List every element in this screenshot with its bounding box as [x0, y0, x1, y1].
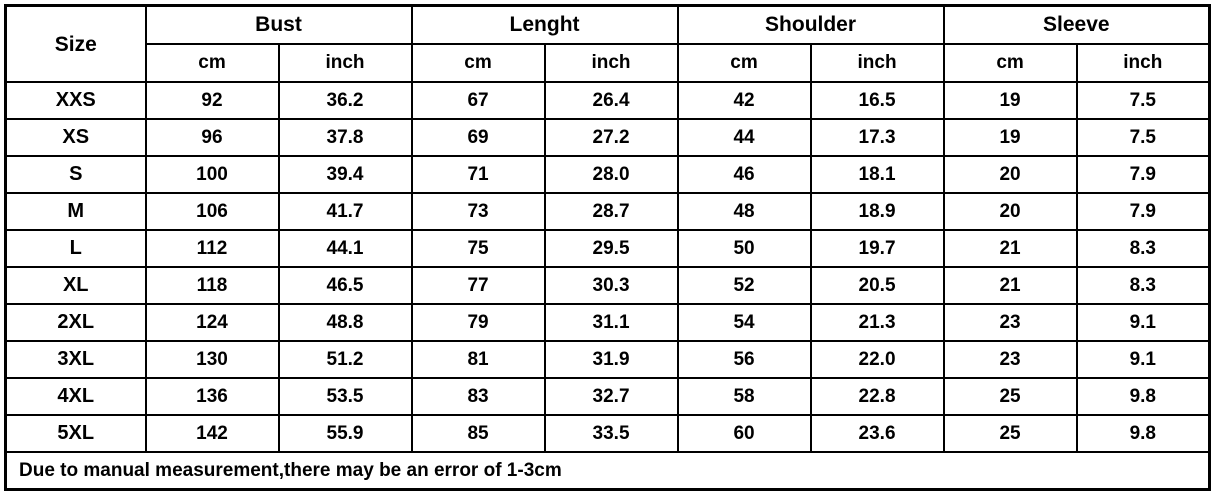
cell-shoulder-inch: 21.3: [811, 304, 944, 341]
cell-sleeve-inch: 9.8: [1077, 378, 1210, 415]
header-row-groups: [6, 6, 1210, 45]
cell-shoulder-inch: 23.6: [811, 415, 944, 452]
cell-shoulder-cm: 52: [678, 267, 811, 304]
unit-header-lenght-inch: inch: [545, 44, 678, 82]
cell-shoulder-cm: 42: [678, 82, 811, 119]
cell-lenght-cm: 77: [412, 267, 545, 304]
table-row: [6, 378, 1210, 415]
unit-header-shoulder-inch: inch: [811, 44, 944, 82]
cell-shoulder-inch: 19.7: [811, 230, 944, 267]
size-label: 5XL: [6, 415, 146, 452]
unit-header-sleeve-inch: inch: [1077, 44, 1210, 82]
cell-lenght-cm: 67: [412, 82, 545, 119]
cell-lenght-cm: 85: [412, 415, 545, 452]
unit-header-sleeve-cm: cm: [944, 44, 1077, 82]
table-row: [6, 82, 1210, 119]
cell-lenght-cm: 83: [412, 378, 545, 415]
measurement-note: Due to manual measurement,there may be an error of 1-3cm: [6, 452, 1210, 490]
cell-shoulder-cm: 50: [678, 230, 811, 267]
cell-shoulder-cm: 58: [678, 378, 811, 415]
cell-lenght-inch: 27.2: [545, 119, 678, 156]
cell-bust-inch: 51.2: [279, 341, 412, 378]
cell-lenght-cm: 75: [412, 230, 545, 267]
cell-shoulder-inch: 22.0: [811, 341, 944, 378]
cell-shoulder-cm: 46: [678, 156, 811, 193]
cell-sleeve-cm: 25: [944, 378, 1077, 415]
cell-bust-cm: 96: [146, 119, 279, 156]
cell-shoulder-inch: 18.1: [811, 156, 944, 193]
cell-sleeve-inch: 7.5: [1077, 82, 1210, 119]
cell-lenght-inch: 30.3: [545, 267, 678, 304]
cell-lenght-cm: 81: [412, 341, 545, 378]
unit-header-lenght-cm: cm: [412, 44, 545, 82]
size-label: L: [6, 230, 146, 267]
cell-bust-inch: 36.2: [279, 82, 412, 119]
cell-lenght-inch: 29.5: [545, 230, 678, 267]
size-chart-table: [4, 4, 1211, 491]
cell-bust-inch: 39.4: [279, 156, 412, 193]
cell-sleeve-inch: 7.9: [1077, 193, 1210, 230]
cell-shoulder-cm: 60: [678, 415, 811, 452]
size-label: 4XL: [6, 378, 146, 415]
cell-sleeve-inch: 9.1: [1077, 341, 1210, 378]
column-group-sleeve: Sleeve: [944, 6, 1210, 45]
cell-bust-cm: 112: [146, 230, 279, 267]
table-row: [6, 415, 1210, 452]
cell-sleeve-cm: 23: [944, 304, 1077, 341]
cell-sleeve-cm: 20: [944, 156, 1077, 193]
table-row: [6, 304, 1210, 341]
cell-lenght-inch: 33.5: [545, 415, 678, 452]
cell-lenght-inch: 28.0: [545, 156, 678, 193]
cell-sleeve-inch: 7.5: [1077, 119, 1210, 156]
cell-sleeve-inch: 9.1: [1077, 304, 1210, 341]
cell-sleeve-inch: 7.9: [1077, 156, 1210, 193]
cell-bust-inch: 46.5: [279, 267, 412, 304]
cell-shoulder-inch: 17.3: [811, 119, 944, 156]
cell-sleeve-inch: 8.3: [1077, 267, 1210, 304]
header-row-units: [6, 44, 1210, 82]
size-label: S: [6, 156, 146, 193]
cell-sleeve-cm: 20: [944, 193, 1077, 230]
cell-sleeve-cm: 19: [944, 82, 1077, 119]
cell-bust-cm: 106: [146, 193, 279, 230]
unit-header-shoulder-cm: cm: [678, 44, 811, 82]
size-label: XL: [6, 267, 146, 304]
cell-lenght-cm: 73: [412, 193, 545, 230]
cell-lenght-inch: 31.9: [545, 341, 678, 378]
cell-bust-inch: 53.5: [279, 378, 412, 415]
table-row: [6, 341, 1210, 378]
cell-bust-inch: 37.8: [279, 119, 412, 156]
table-body: [6, 82, 1210, 490]
column-group-lenght: Lenght: [412, 6, 678, 45]
table-row: [6, 230, 1210, 267]
cell-shoulder-cm: 56: [678, 341, 811, 378]
size-label: M: [6, 193, 146, 230]
cell-lenght-inch: 31.1: [545, 304, 678, 341]
cell-sleeve-inch: 8.3: [1077, 230, 1210, 267]
cell-sleeve-cm: 19: [944, 119, 1077, 156]
cell-bust-cm: 142: [146, 415, 279, 452]
table-row: [6, 193, 1210, 230]
cell-sleeve-cm: 21: [944, 230, 1077, 267]
cell-bust-inch: 48.8: [279, 304, 412, 341]
cell-bust-inch: 55.9: [279, 415, 412, 452]
column-group-shoulder: Shoulder: [678, 6, 944, 45]
unit-header-bust-inch: inch: [279, 44, 412, 82]
cell-shoulder-inch: 20.5: [811, 267, 944, 304]
cell-shoulder-inch: 22.8: [811, 378, 944, 415]
cell-bust-cm: 92: [146, 82, 279, 119]
cell-bust-inch: 44.1: [279, 230, 412, 267]
table-row: [6, 156, 1210, 193]
unit-header-bust-cm: cm: [146, 44, 279, 82]
cell-lenght-cm: 71: [412, 156, 545, 193]
column-group-bust: Bust: [146, 6, 412, 45]
cell-sleeve-cm: 21: [944, 267, 1077, 304]
cell-sleeve-cm: 25: [944, 415, 1077, 452]
cell-bust-cm: 100: [146, 156, 279, 193]
cell-lenght-cm: 69: [412, 119, 545, 156]
cell-shoulder-inch: 18.9: [811, 193, 944, 230]
cell-lenght-cm: 79: [412, 304, 545, 341]
column-header-size: Size: [6, 6, 146, 83]
cell-lenght-inch: 32.7: [545, 378, 678, 415]
size-label: 3XL: [6, 341, 146, 378]
size-label: 2XL: [6, 304, 146, 341]
cell-bust-cm: 130: [146, 341, 279, 378]
cell-shoulder-cm: 54: [678, 304, 811, 341]
cell-sleeve-inch: 9.8: [1077, 415, 1210, 452]
measurement-note-row: [6, 452, 1210, 490]
table-row: [6, 267, 1210, 304]
cell-shoulder-cm: 44: [678, 119, 811, 156]
cell-sleeve-cm: 23: [944, 341, 1077, 378]
size-label: XS: [6, 119, 146, 156]
cell-lenght-inch: 26.4: [545, 82, 678, 119]
size-label: XXS: [6, 82, 146, 119]
cell-bust-cm: 136: [146, 378, 279, 415]
cell-shoulder-inch: 16.5: [811, 82, 944, 119]
table-head: [6, 6, 1210, 83]
cell-bust-cm: 118: [146, 267, 279, 304]
cell-lenght-inch: 28.7: [545, 193, 678, 230]
table-row: [6, 119, 1210, 156]
cell-bust-cm: 124: [146, 304, 279, 341]
cell-bust-inch: 41.7: [279, 193, 412, 230]
cell-shoulder-cm: 48: [678, 193, 811, 230]
